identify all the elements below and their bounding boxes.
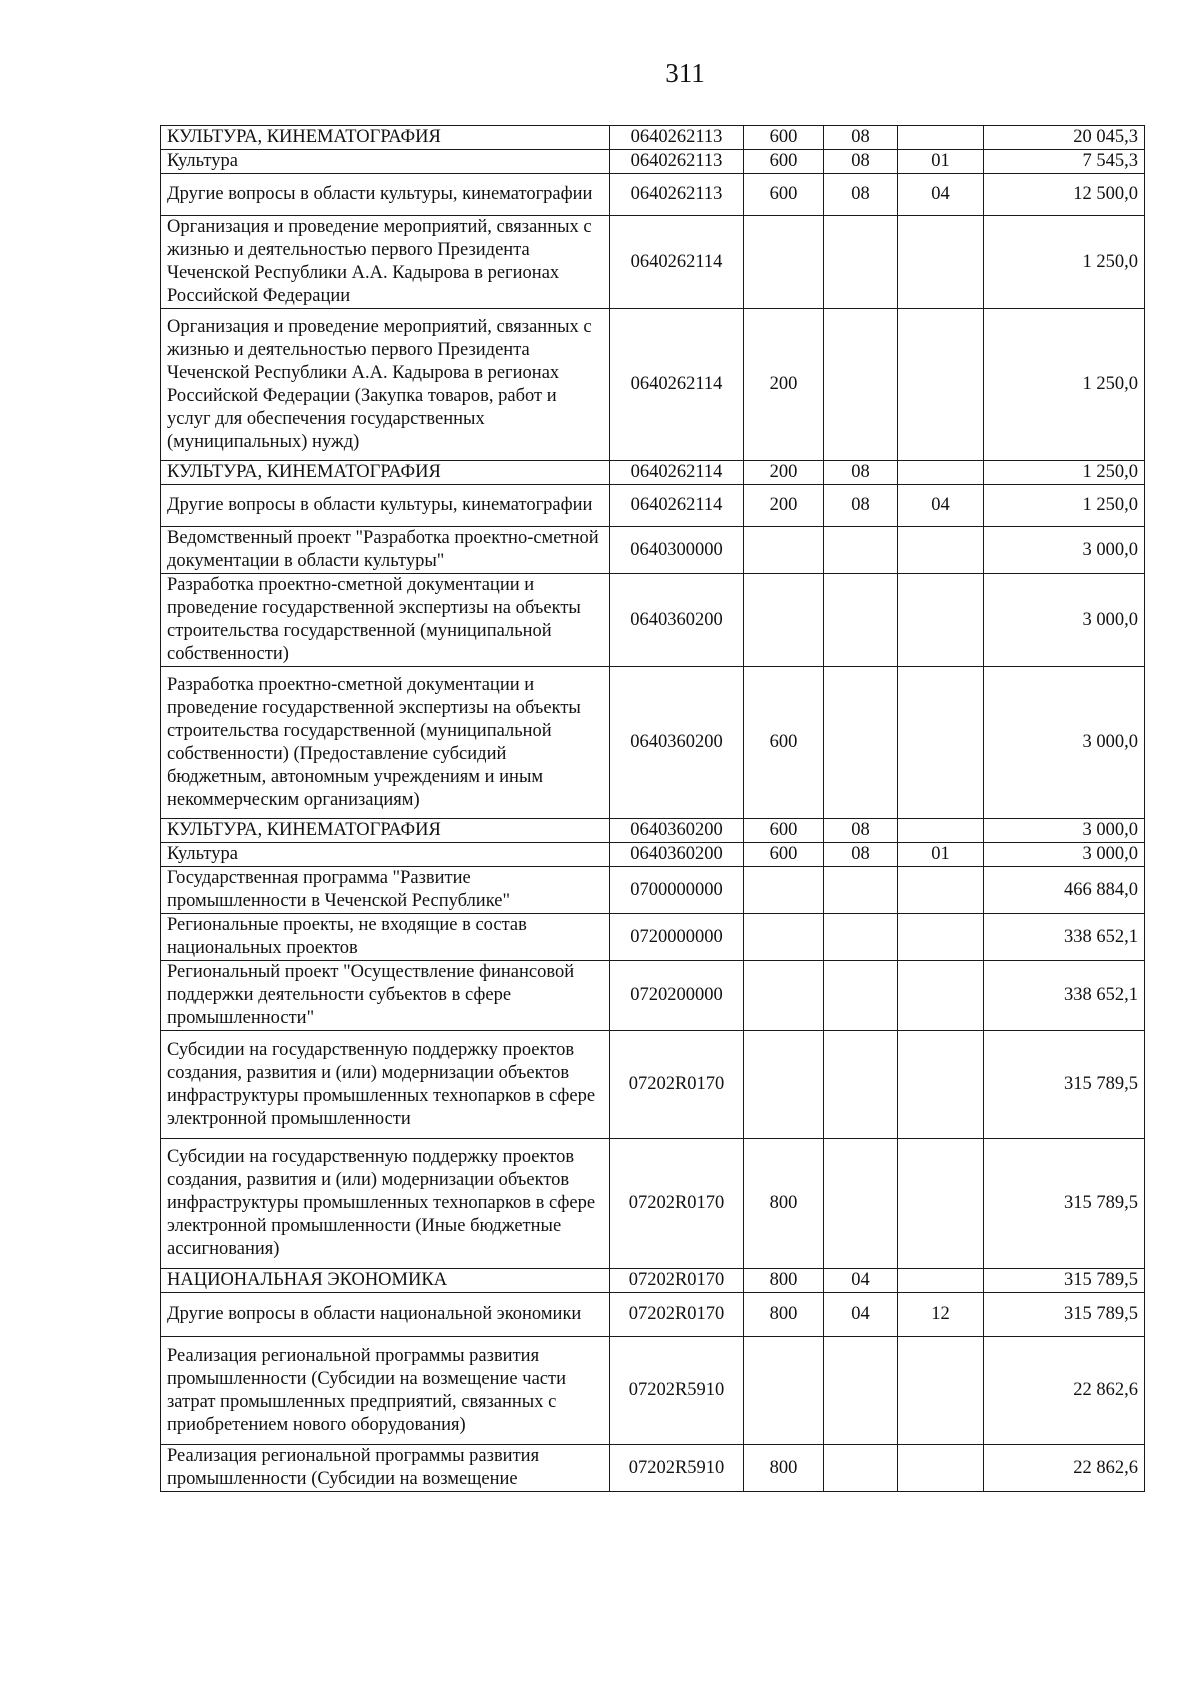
row-amount-cell: 3 000,0 bbox=[984, 667, 1145, 819]
row-code-cell: 0640262114 bbox=[610, 461, 744, 485]
row-amount-cell: 315 789,5 bbox=[984, 1031, 1145, 1139]
row-subsection-cell bbox=[898, 309, 984, 461]
row-code-cell: 0640262114 bbox=[610, 309, 744, 461]
row-subsection-cell bbox=[898, 667, 984, 819]
row-code-cell: 07202R5910 bbox=[610, 1445, 744, 1492]
row-code-cell: 0640360200 bbox=[610, 574, 744, 667]
row-code-cell: 0640360200 bbox=[610, 667, 744, 819]
row-section-cell: 08 bbox=[824, 485, 898, 527]
row-amount-cell: 22 862,6 bbox=[984, 1445, 1145, 1492]
row-subsection-cell bbox=[898, 126, 984, 150]
table-row bbox=[161, 150, 1145, 174]
row-code-cell: 0640262114 bbox=[610, 485, 744, 527]
row-section-cell: 04 bbox=[824, 1269, 898, 1293]
row-expense-type-cell: 800 bbox=[744, 1139, 824, 1269]
row-expense-type-cell bbox=[744, 216, 824, 309]
row-section-cell bbox=[824, 667, 898, 819]
row-subsection-cell: 01 bbox=[898, 150, 984, 174]
table-row bbox=[161, 914, 1145, 961]
table-row bbox=[161, 574, 1145, 667]
row-expense-type-cell: 200 bbox=[744, 485, 824, 527]
row-subsection-cell bbox=[898, 1269, 984, 1293]
row-amount-cell: 12 500,0 bbox=[984, 174, 1145, 216]
row-section-cell: 08 bbox=[824, 174, 898, 216]
row-amount-cell: 1 250,0 bbox=[984, 461, 1145, 485]
row-section-cell bbox=[824, 1337, 898, 1445]
row-name-cell: Организация и проведение мероприятий, связанных с жизнью и деятельностью первого Президента Чеченской Республики А.А. Кадырова в регионах Российской Федерации (Закупка товаров, работ и услуг для обеспечения государственных (муниципальных) нужд) bbox=[161, 309, 610, 461]
row-name-cell: Другие вопросы в области культуры, кинематографии bbox=[161, 174, 610, 216]
row-section-cell bbox=[824, 1445, 898, 1492]
row-expense-type-cell: 800 bbox=[744, 1293, 824, 1337]
row-name-cell: Разработка проектно-сметной документации и проведение государственной экспертизы на объекты строительства государственной (муниципальной собственности) bbox=[161, 574, 610, 667]
row-subsection-cell bbox=[898, 461, 984, 485]
row-subsection-cell: 04 bbox=[898, 174, 984, 216]
row-subsection-cell: 04 bbox=[898, 485, 984, 527]
row-code-cell: 0640360200 bbox=[610, 843, 744, 867]
row-name-cell: КУЛЬТУРА, КИНЕМАТОГРАФИЯ bbox=[161, 461, 610, 485]
table-row bbox=[161, 1139, 1145, 1269]
row-section-cell: 08 bbox=[824, 461, 898, 485]
row-amount-cell: 7 545,3 bbox=[984, 150, 1145, 174]
row-name-cell: Другие вопросы в области культуры, кинематографии bbox=[161, 485, 610, 527]
row-section-cell bbox=[824, 1139, 898, 1269]
row-section-cell bbox=[824, 309, 898, 461]
table-row bbox=[161, 819, 1145, 843]
row-section-cell bbox=[824, 867, 898, 914]
row-amount-cell: 20 045,3 bbox=[984, 126, 1145, 150]
row-expense-type-cell bbox=[744, 867, 824, 914]
row-amount-cell: 1 250,0 bbox=[984, 309, 1145, 461]
row-amount-cell: 315 789,5 bbox=[984, 1139, 1145, 1269]
row-name-cell: КУЛЬТУРА, КИНЕМАТОГРАФИЯ bbox=[161, 819, 610, 843]
row-amount-cell: 315 789,5 bbox=[984, 1269, 1145, 1293]
row-code-cell: 07202R5910 bbox=[610, 1337, 744, 1445]
row-subsection-cell: 12 bbox=[898, 1293, 984, 1337]
row-section-cell bbox=[824, 527, 898, 574]
row-code-cell: 0640262113 bbox=[610, 126, 744, 150]
row-subsection-cell bbox=[898, 1031, 984, 1139]
row-subsection-cell: 01 bbox=[898, 843, 984, 867]
row-expense-type-cell bbox=[744, 1337, 824, 1445]
table-row bbox=[161, 843, 1145, 867]
row-amount-cell: 466 884,0 bbox=[984, 867, 1145, 914]
row-expense-type-cell: 200 bbox=[744, 461, 824, 485]
row-amount-cell: 3 000,0 bbox=[984, 527, 1145, 574]
row-subsection-cell bbox=[898, 527, 984, 574]
row-amount-cell: 338 652,1 bbox=[984, 914, 1145, 961]
row-section-cell bbox=[824, 574, 898, 667]
row-code-cell: 0700000000 bbox=[610, 867, 744, 914]
row-code-cell: 0640360200 bbox=[610, 819, 744, 843]
row-expense-type-cell bbox=[744, 527, 824, 574]
row-expense-type-cell bbox=[744, 1031, 824, 1139]
row-name-cell: Организация и проведение мероприятий, связанных с жизнью и деятельностью первого Президента Чеченской Республики А.А. Кадырова в регионах Российской Федерации bbox=[161, 216, 610, 309]
row-amount-cell: 315 789,5 bbox=[984, 1293, 1145, 1337]
table-row bbox=[161, 126, 1145, 150]
row-name-cell: Субсидии на государственную поддержку проектов создания, развития и (или) модернизации объектов инфраструктуры промышленных технопарков в сфере электронной промышленности bbox=[161, 1031, 610, 1139]
row-name-cell: Разработка проектно-сметной документации и проведение государственной экспертизы на объекты строительства государственной (муниципальной собственности) (Предоставление субсидий бюджетным, автономным учреждениям и иным некоммерческим организациям) bbox=[161, 667, 610, 819]
row-name-cell: Субсидии на государственную поддержку проектов создания, развития и (или) модернизации объектов инфраструктуры промышленных технопарков в сфере электронной промышленности (Иные бюджетные ассигнования) bbox=[161, 1139, 610, 1269]
table-row bbox=[161, 461, 1145, 485]
row-name-cell: КУЛЬТУРА, КИНЕМАТОГРАФИЯ bbox=[161, 126, 610, 150]
row-section-cell: 08 bbox=[824, 819, 898, 843]
row-subsection-cell bbox=[898, 1445, 984, 1492]
row-name-cell: Другие вопросы в области национальной экономики bbox=[161, 1293, 610, 1337]
row-section-cell bbox=[824, 914, 898, 961]
row-amount-cell: 1 250,0 bbox=[984, 216, 1145, 309]
row-subsection-cell bbox=[898, 961, 984, 1031]
table-row bbox=[161, 1293, 1145, 1337]
row-code-cell: 0720000000 bbox=[610, 914, 744, 961]
row-name-cell: Ведомственный проект "Разработка проектно-сметной документации в области культуры" bbox=[161, 527, 610, 574]
row-expense-type-cell: 600 bbox=[744, 843, 824, 867]
row-expense-type-cell: 600 bbox=[744, 819, 824, 843]
row-expense-type-cell: 600 bbox=[744, 150, 824, 174]
table-row bbox=[161, 1337, 1145, 1445]
row-subsection-cell bbox=[898, 914, 984, 961]
row-expense-type-cell: 600 bbox=[744, 126, 824, 150]
table-row bbox=[161, 309, 1145, 461]
row-subsection-cell bbox=[898, 574, 984, 667]
row-code-cell: 0640262113 bbox=[610, 174, 744, 216]
row-subsection-cell bbox=[898, 1139, 984, 1269]
row-section-cell: 08 bbox=[824, 843, 898, 867]
page-number: 311 bbox=[665, 58, 705, 88]
row-expense-type-cell bbox=[744, 574, 824, 667]
row-section-cell bbox=[824, 961, 898, 1031]
row-section-cell bbox=[824, 1031, 898, 1139]
row-expense-type-cell: 800 bbox=[744, 1269, 824, 1293]
row-code-cell: 07202R0170 bbox=[610, 1293, 744, 1337]
row-amount-cell: 3 000,0 bbox=[984, 574, 1145, 667]
row-name-cell: Реализация региональной программы развития промышленности (Субсидии на возмещение bbox=[161, 1445, 610, 1492]
row-code-cell: 0640300000 bbox=[610, 527, 744, 574]
row-code-cell: 07202R0170 bbox=[610, 1139, 744, 1269]
row-name-cell: Государственная программа "Развитие промышленности в Чеченской Республике" bbox=[161, 867, 610, 914]
row-subsection-cell bbox=[898, 819, 984, 843]
table-row bbox=[161, 527, 1145, 574]
row-name-cell: Региональные проекты, не входящие в состав национальных проектов bbox=[161, 914, 610, 961]
row-name-cell: Региональный проект "Осуществление финансовой поддержки деятельности субъектов в сфере промышленности" bbox=[161, 961, 610, 1031]
row-section-cell: 08 bbox=[824, 126, 898, 150]
row-section-cell: 08 bbox=[824, 150, 898, 174]
table-row bbox=[161, 1445, 1145, 1492]
row-section-cell bbox=[824, 216, 898, 309]
row-name-cell: Реализация региональной программы развития промышленности (Субсидии на возмещение части затрат промышленных предприятий, связанных с приобретением нового оборудования) bbox=[161, 1337, 610, 1445]
row-amount-cell: 3 000,0 bbox=[984, 843, 1145, 867]
table-row bbox=[161, 867, 1145, 914]
budget-table bbox=[160, 125, 1145, 1492]
row-code-cell: 0640262114 bbox=[610, 216, 744, 309]
table-row bbox=[161, 174, 1145, 216]
row-expense-type-cell: 800 bbox=[744, 1445, 824, 1492]
row-name-cell: Культура bbox=[161, 843, 610, 867]
table-row bbox=[161, 1269, 1145, 1293]
budget-table-body bbox=[161, 126, 1145, 1492]
row-subsection-cell bbox=[898, 216, 984, 309]
table-row bbox=[161, 485, 1145, 527]
row-name-cell: Культура bbox=[161, 150, 610, 174]
row-amount-cell: 3 000,0 bbox=[984, 819, 1145, 843]
row-code-cell: 07202R0170 bbox=[610, 1269, 744, 1293]
row-subsection-cell bbox=[898, 1337, 984, 1445]
row-code-cell: 07202R0170 bbox=[610, 1031, 744, 1139]
row-expense-type-cell: 600 bbox=[744, 174, 824, 216]
row-amount-cell: 1 250,0 bbox=[984, 485, 1145, 527]
row-name-cell: НАЦИОНАЛЬНАЯ ЭКОНОМИКА bbox=[161, 1269, 610, 1293]
table-row bbox=[161, 1031, 1145, 1139]
row-section-cell: 04 bbox=[824, 1293, 898, 1337]
table-row bbox=[161, 216, 1145, 309]
row-subsection-cell bbox=[898, 867, 984, 914]
row-expense-type-cell: 600 bbox=[744, 667, 824, 819]
row-code-cell: 0640262113 bbox=[610, 150, 744, 174]
table-row bbox=[161, 667, 1145, 819]
table-row bbox=[161, 961, 1145, 1031]
row-expense-type-cell bbox=[744, 961, 824, 1031]
row-amount-cell: 22 862,6 bbox=[984, 1337, 1145, 1445]
row-expense-type-cell bbox=[744, 914, 824, 961]
row-amount-cell: 338 652,1 bbox=[984, 961, 1145, 1031]
row-expense-type-cell: 200 bbox=[744, 309, 824, 461]
row-code-cell: 0720200000 bbox=[610, 961, 744, 1031]
